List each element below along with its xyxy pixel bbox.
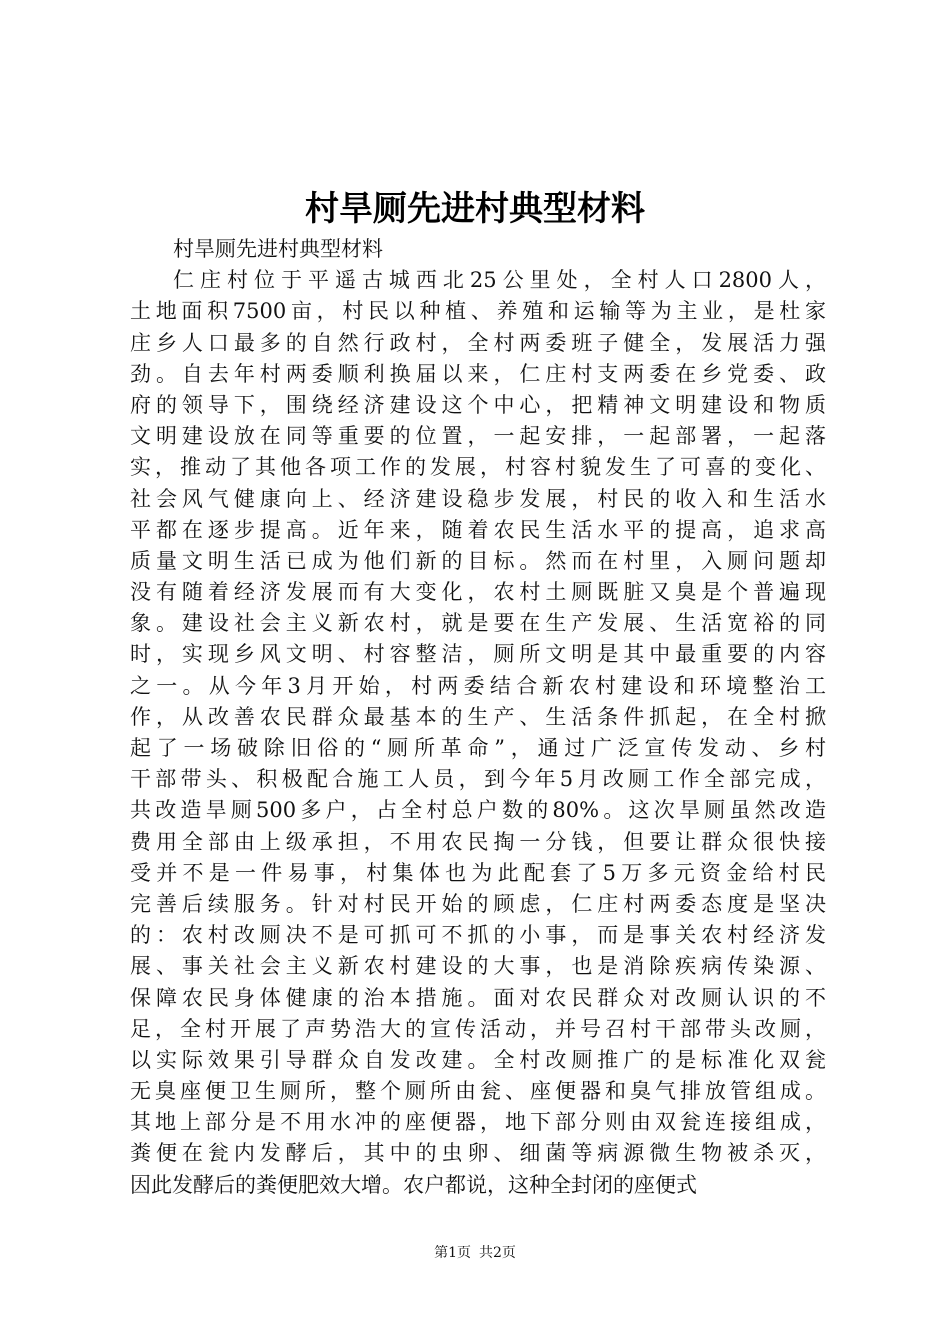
paragraph-line: 的：农村改厕决不是可抓可不抓的小事，而是事关农村经济发: [130, 923, 826, 948]
paragraph-line: 社会风气健康向上、经济建设稳步发展，村民的收入和生活水: [130, 486, 826, 511]
paragraph-line: 保障农民身体健康的治本措施。面对农民群众对改厕认识的不: [130, 985, 826, 1010]
paragraph-line: 起了一场破除旧俗的“厕所革命”，通过广泛宣传发动、乡村: [130, 736, 826, 760]
paragraph-line: 实，推动了其他各项工作的发展，村容村貌发生了可喜的变化、: [130, 455, 826, 480]
paragraph-line: 仁庄村位于平遥古城西北25公里处，全村人口2800人，: [173, 268, 826, 293]
paragraph-line: 平都在逐步提高。近年来，随着农民生活水平的提高，追求高: [130, 517, 826, 542]
paragraph-line: 完善后续服务。针对村民开始的顾虑，仁庄村两委态度是坚决: [130, 891, 826, 916]
paragraph-line: 府的领导下，围绕经济建设这个中心，把精神文明建设和物质: [130, 392, 826, 417]
page-total: 共2页: [479, 1245, 516, 1261]
paragraph-line: 因此发酵后的粪便肥效大增。农户都说，这种全封闭的座便式: [130, 1172, 697, 1197]
paragraph-line: 其地上部分是不用水冲的座便器，地下部分则由双瓮连接组成，: [130, 1110, 826, 1135]
page-footer: [0, 1243, 950, 1263]
paragraph-line: 以实际效果引导群众自发改建。全村改厕推广的是标准化双瓮: [130, 1047, 826, 1072]
paragraph-line: 土地面积7500亩，村民以种植、养殖和运输等为主业，是杜家: [130, 299, 826, 324]
paragraph-line: 劲。自去年村两委顺利换届以来，仁庄村支两委在乡党委、政: [130, 361, 826, 386]
paragraph-line: 无臭座便卫生厕所，整个厕所由瓮、座便器和臭气排放管组成。: [130, 1079, 826, 1104]
paragraph-line: 受并不是一件易事，村集体也为此配套了5万多元资金给村民: [130, 860, 826, 885]
document-body: [130, 234, 826, 1201]
paragraph-line: 作，从改善农民群众最基本的生产、生活条件抓起，在全村掀: [130, 704, 826, 729]
paragraph-line: 质量文明生活已成为他们新的目标。然而在村里，入厕问题却: [130, 548, 826, 573]
paragraph-line: 粪便在瓮内发酵后，其中的虫卵、细菌等病源微生物被杀灭，: [130, 1141, 826, 1166]
paragraph-line: 费用全部由上级承担，不用农民掏一分钱，但要让群众很快接: [130, 829, 826, 854]
paragraph-line: 之一。从今年3月开始，村两委结合新农村建设和环境整治工: [130, 673, 826, 698]
paragraph-line: 象。建设社会主义新农村，就是要在生产发展、生活宽裕的同: [130, 611, 826, 636]
paragraph-line: 文明建设放在同等重要的位置，一起安排，一起部署，一起落: [130, 424, 826, 449]
document-subtitle: 村旱厕先进村典型材料: [173, 237, 383, 261]
document-title: 村旱厕先进村典型材料: [305, 189, 645, 229]
page-number: 第1页: [434, 1245, 471, 1261]
paragraph-line: 庄乡人口最多的自然行政村，全村两委班子健全，发展活力强: [130, 330, 826, 355]
paragraph-line: 时，实现乡风文明、村容整洁，厕所文明是其中最重要的内容: [130, 642, 826, 667]
paragraph-line: 没有随着经济发展而有大变化，农村土厕既脏又臭是个普遍现: [130, 580, 826, 605]
paragraph-line: 展、事关社会主义新农村建设的大事，也是消除疾病传染源、: [130, 954, 826, 979]
paragraph-line: 干部带头、积极配合施工人员，到今年5月改厕工作全部完成，: [130, 767, 826, 792]
paragraph-line: 共改造旱厕500多户，占全村总户数的80%。这次旱厕虽然改造: [130, 798, 826, 823]
paragraph-line: 足，全村开展了声势浩大的宣传活动，并号召村干部带头改厕，: [130, 1016, 826, 1041]
